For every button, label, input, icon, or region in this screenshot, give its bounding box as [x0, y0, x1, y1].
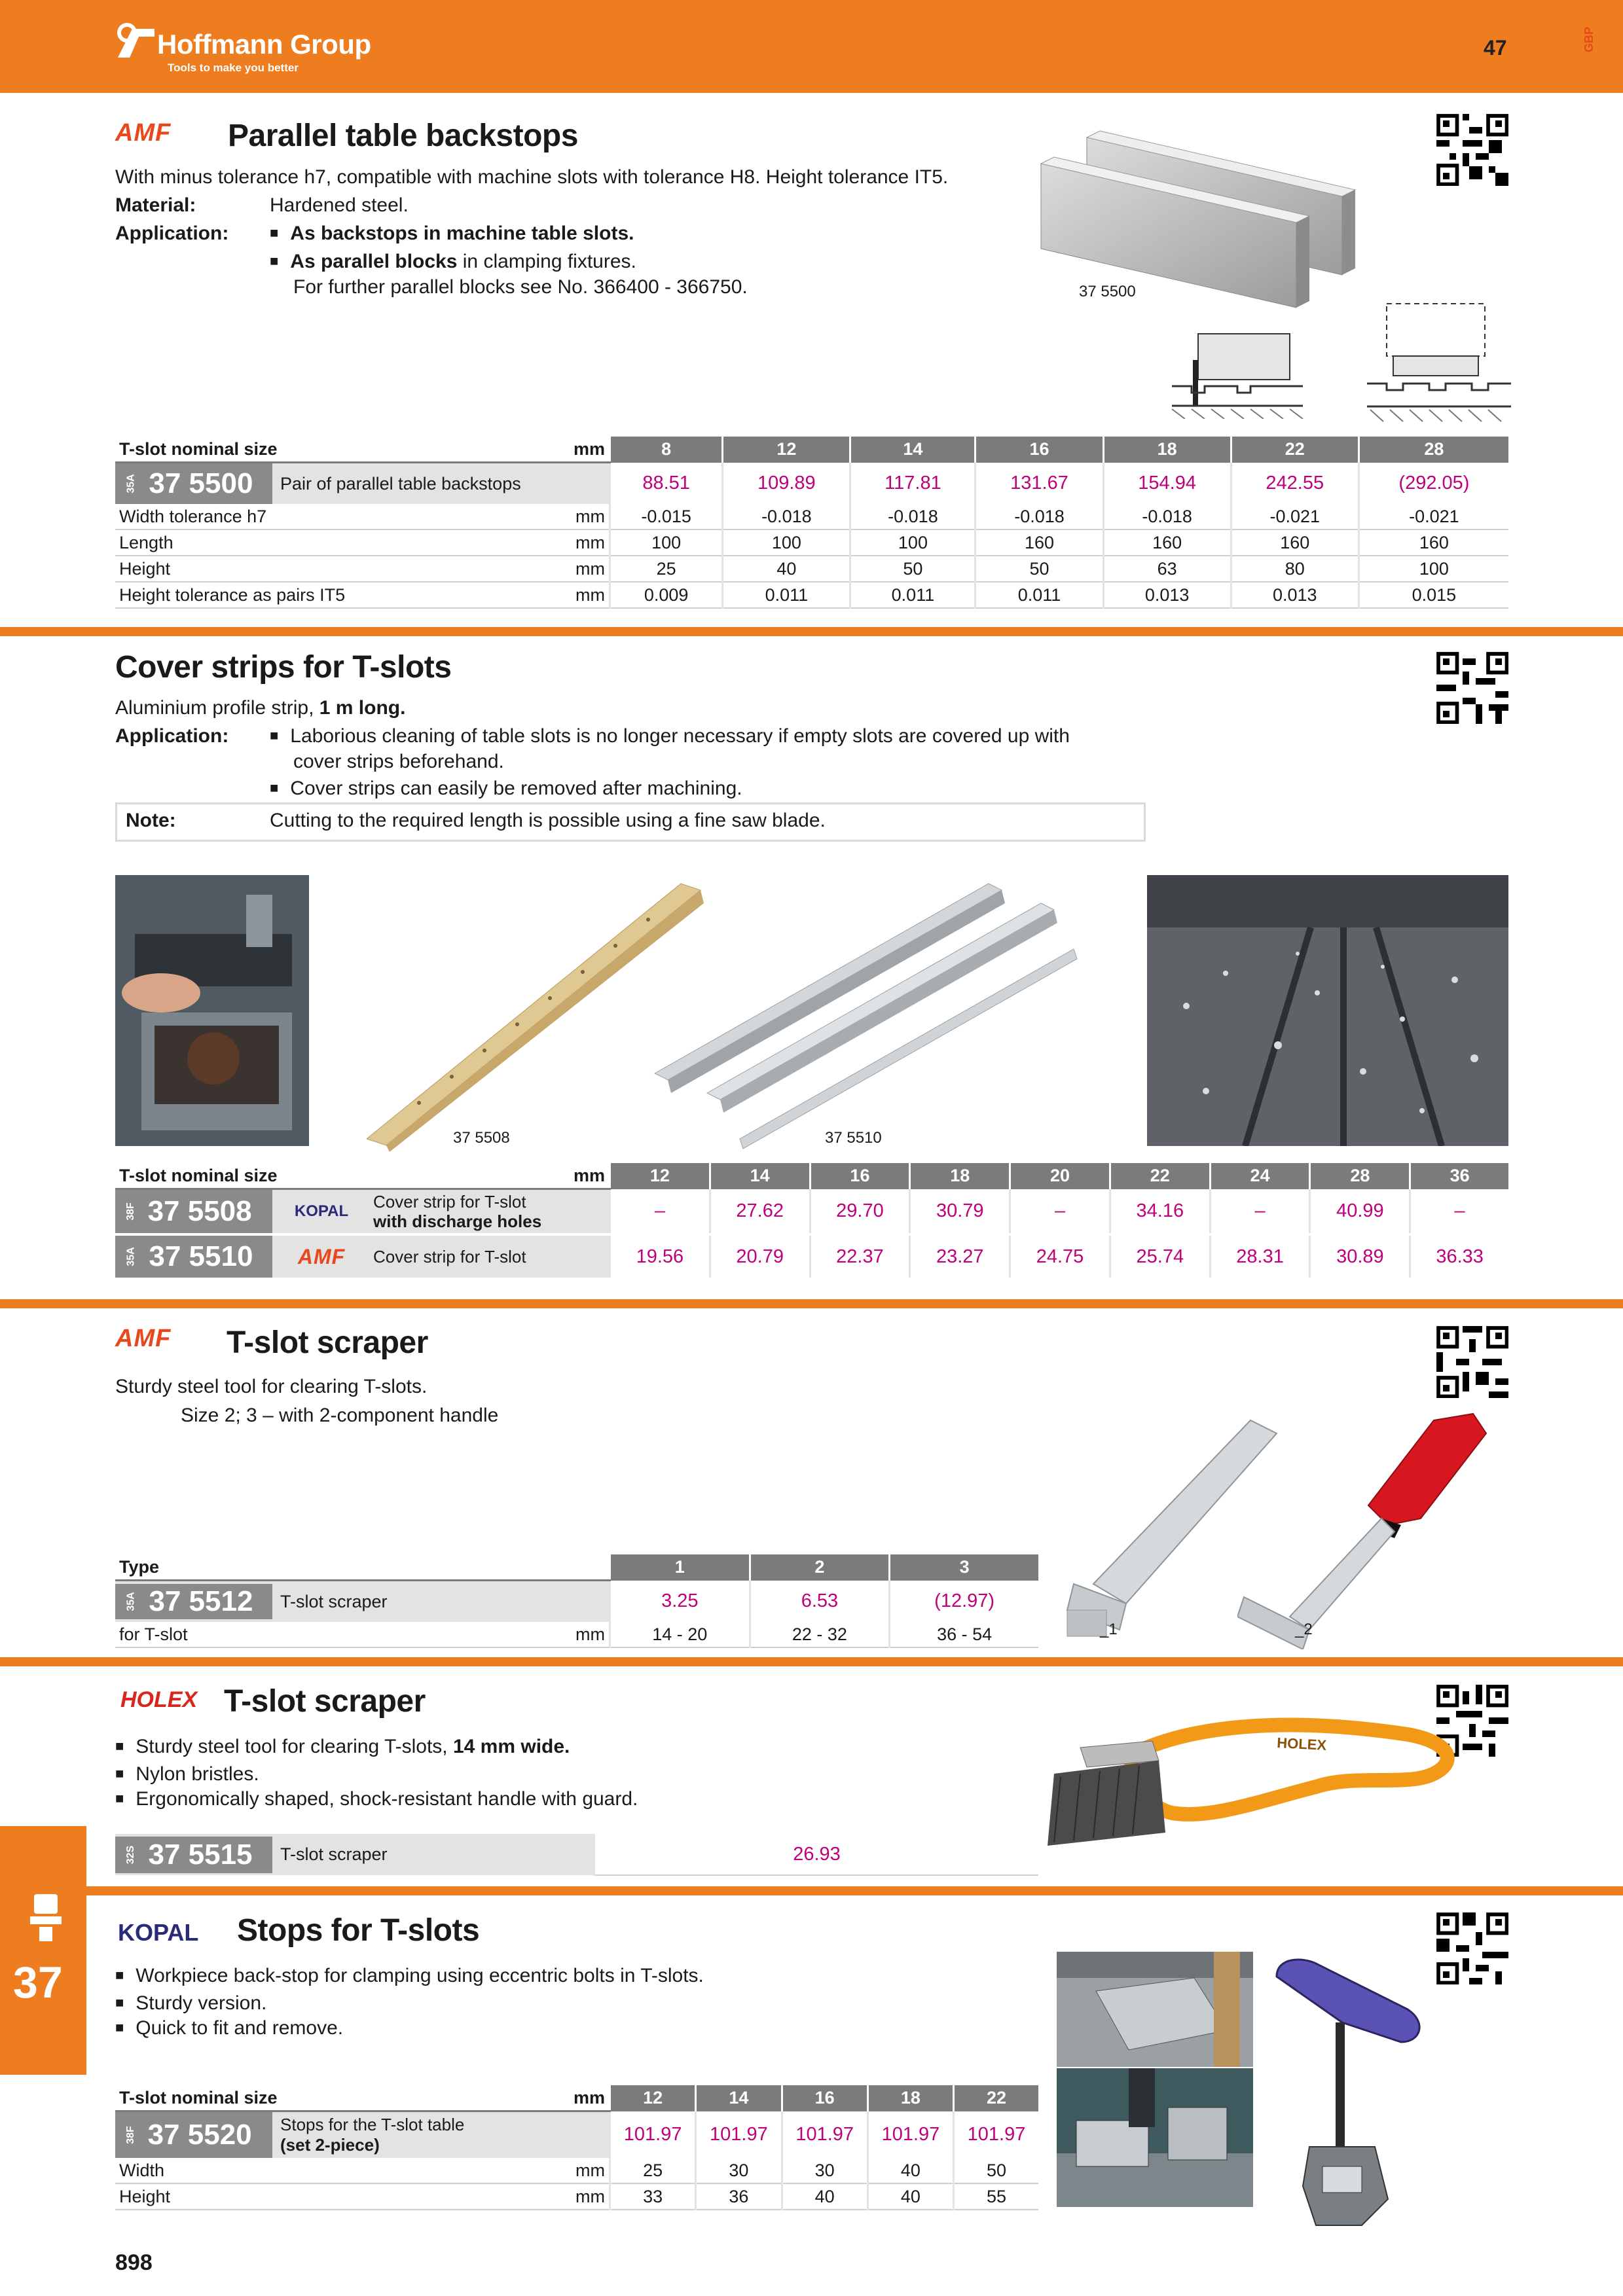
price-cell[interactable]: 101.97	[696, 2111, 782, 2159]
table-cell: -0.021	[1359, 504, 1508, 529]
feature-bullet: ■ Sturdy version.	[115, 1990, 266, 2018]
size-header: 18	[910, 1163, 1010, 1189]
section-divider	[0, 1657, 1623, 1666]
table-cell: 0.013	[1103, 582, 1231, 608]
price-cell[interactable]: 30.79	[910, 1189, 1010, 1235]
table-cell: 0.009	[610, 582, 723, 608]
section2-intro-bold: 1 m long.	[319, 697, 406, 719]
article-number[interactable]	[115, 1837, 272, 1873]
amf-logo: AMF	[297, 1244, 346, 1268]
note-label: Note:	[126, 810, 176, 831]
table-cell: 30	[696, 2158, 782, 2183]
feature-bullet	[115, 1733, 570, 1762]
size-header: 14	[710, 1163, 810, 1189]
price-cell[interactable]: 19.56	[610, 1234, 710, 1278]
table-cell: 50	[954, 2158, 1038, 2183]
article-description: Pair of parallel table backstops	[280, 473, 521, 493]
price-cell[interactable]: 101.97	[610, 2111, 696, 2159]
size-header: 14	[850, 437, 976, 463]
price-cell[interactable]: 30.89	[1310, 1234, 1410, 1278]
table-cell: 36 - 54	[890, 1622, 1038, 1647]
parallel-backstops-table	[115, 437, 1508, 609]
cover-strips-table	[115, 1163, 1508, 1278]
section1-intro: With minus tolerance h7, compatible with machine slots with tolerance H8. Height tolerance IT5.	[115, 166, 949, 188]
article-cell	[115, 2111, 610, 2159]
feature-bullet: ■ Workpiece back-stop for clamping using eccentric bolts in T-slots.	[115, 1962, 704, 1991]
price-cell[interactable]: 88.51	[610, 463, 723, 505]
language-code: GBP	[1582, 26, 1596, 53]
qr-code-icon[interactable]	[1436, 1326, 1508, 1398]
table-header-unit: mm	[450, 437, 610, 463]
article-number[interactable]	[115, 1236, 272, 1278]
price-cell[interactable]: 25.74	[1110, 1234, 1210, 1278]
page-number-top: 47	[1484, 36, 1507, 60]
amf-logo: AMF	[115, 119, 172, 147]
article-description: T-slot scraper	[280, 1591, 388, 1611]
article-number-text: 37 5500	[149, 467, 253, 499]
price-cell[interactable]: 117.81	[850, 463, 976, 505]
price-cell[interactable]: 29.70	[810, 1189, 910, 1235]
article-number-text: 37 5510	[149, 1240, 253, 1272]
table-cell: 40	[782, 2183, 867, 2210]
row-unit: mm	[450, 1622, 610, 1647]
table-cell: 0.011	[976, 582, 1103, 608]
price-cell[interactable]: 34.16	[1110, 1189, 1210, 1235]
article-number-text: 37 5512	[149, 1585, 253, 1617]
article-number[interactable]	[115, 2112, 272, 2158]
size-header: 8	[610, 437, 723, 463]
application-item-text: As parallel blocks	[290, 251, 458, 272]
row-label: Width tolerance h7	[115, 504, 450, 529]
article-prefix: 38F	[124, 1202, 136, 1221]
feature-text: Sturdy steel tool for clearing T-slots,	[136, 1736, 453, 1757]
size-header: 24	[1210, 1163, 1310, 1189]
article-number-text: 37 5508	[147, 1195, 252, 1227]
price-cell[interactable]: 40.99	[1310, 1189, 1410, 1235]
scraper-375515-table	[115, 1834, 1038, 1876]
chapter-number: 37	[13, 1958, 63, 2007]
row-unit: mm	[450, 2183, 610, 2210]
amf-logo: AMF	[115, 1325, 172, 1352]
row-unit: mm	[450, 556, 610, 582]
section4-title: T-slot scraper	[224, 1684, 426, 1719]
article-prefix: 35A	[125, 1247, 137, 1266]
article-number[interactable]	[115, 1584, 272, 1619]
table-cell: -0.018	[976, 504, 1103, 529]
table-cell: 0.011	[723, 582, 850, 608]
row-label: Length	[115, 529, 450, 556]
price-cell[interactable]: 154.94	[1103, 463, 1231, 505]
backstop-drawing-1	[1165, 321, 1309, 419]
price-cell[interactable]: –	[1010, 1189, 1110, 1235]
table-cell: 160	[1103, 529, 1231, 556]
size-header: 12	[610, 2085, 696, 2111]
application-label: Application:	[115, 725, 229, 747]
article-prefix: 35A	[125, 474, 137, 493]
size-header: 22	[954, 2085, 1038, 2111]
article-number[interactable]	[115, 463, 272, 504]
size-header: 16	[782, 2085, 867, 2111]
row-label: for T-slot	[115, 1622, 450, 1647]
table-cell: 25	[610, 2158, 696, 2183]
qr-code-icon[interactable]	[1436, 1912, 1508, 1984]
row-label: Height tolerance as pairs IT5	[115, 582, 450, 608]
section-divider	[0, 1886, 1623, 1895]
article-cell	[115, 463, 610, 505]
table-cell: 36	[696, 2183, 782, 2210]
table-cell: 160	[1231, 529, 1359, 556]
price-cell[interactable]: 109.89	[723, 463, 850, 505]
application-item: ■ Cover strips can easily be removed after machining.	[270, 775, 742, 804]
qr-code-icon[interactable]	[1436, 114, 1508, 186]
table-cell: 40	[867, 2158, 953, 2183]
size-header: 28	[1359, 437, 1508, 463]
t-slot-stop-photo-1	[1057, 1952, 1253, 2067]
image-caption: _1	[1100, 1621, 1118, 1638]
table-cell: 14 - 20	[610, 1622, 750, 1647]
article-prefix: 38F	[124, 2126, 136, 2144]
row-unit: mm	[450, 504, 610, 529]
article-description-line: Cover strip for T-slot	[373, 1192, 526, 1211]
article-description-line: with discharge holes	[373, 1211, 542, 1231]
table-cell: 50	[850, 556, 976, 582]
article-description: T-slot scraper	[280, 1844, 388, 1864]
size-header: 22	[1231, 437, 1359, 463]
chapter-tab[interactable]	[0, 1826, 86, 2075]
article-cell	[115, 1834, 594, 1875]
article-number[interactable]	[115, 1190, 272, 1233]
application-item: ■ Laborious cleaning of table slots is no longer necessary if empty slots are covered up with	[270, 723, 1070, 751]
price-cell[interactable]: 28.31	[1210, 1234, 1310, 1278]
price-cell[interactable]: (12.97)	[890, 1581, 1038, 1623]
table-cell: 100	[610, 529, 723, 556]
table-cell: -0.015	[610, 504, 723, 529]
scraper-with-handle-image	[1237, 1407, 1512, 1649]
application-item	[270, 220, 634, 249]
article-cell	[115, 1234, 610, 1278]
article-prefix: 32S	[125, 1845, 137, 1864]
price-cell[interactable]: –	[610, 1189, 710, 1235]
table-cell: 55	[954, 2183, 1038, 2210]
t-slot-stop-photo-2	[1057, 2068, 1253, 2207]
table-cell: 40	[867, 2183, 953, 2210]
feature-bullet: ■ Quick to fit and remove.	[115, 2015, 343, 2043]
price-cell[interactable]: (292.05)	[1359, 463, 1508, 505]
application-label: Application:	[115, 223, 229, 244]
type-header: 1	[610, 1554, 750, 1581]
price-cell[interactable]: 26.93	[594, 1834, 1039, 1875]
article-number-text: 37 5520	[147, 2119, 252, 2151]
price-cell[interactable]: 22.37	[810, 1234, 910, 1278]
table-cell: 63	[1103, 556, 1231, 582]
table-cell: 100	[723, 529, 850, 556]
size-header: 20	[1010, 1163, 1110, 1189]
size-header: 16	[976, 437, 1103, 463]
feature-bullet: ■ Nylon bristles.	[115, 1761, 259, 1789]
table-cell: 25	[610, 556, 723, 582]
material-value: Hardened steel.	[270, 194, 409, 216]
type-header: 2	[750, 1554, 890, 1581]
backstop-drawing-2	[1367, 298, 1511, 423]
table-cell: -0.018	[723, 504, 850, 529]
size-header: 18	[1103, 437, 1231, 463]
table-cell: 100	[1359, 556, 1508, 582]
price-cell[interactable]: 20.79	[710, 1234, 810, 1278]
table-cell: 30	[782, 2158, 867, 2183]
table-header-unit: mm	[450, 2085, 610, 2111]
table-header-label: T-slot nominal size	[115, 1163, 450, 1189]
row-unit: mm	[450, 529, 610, 556]
row-label: Height	[115, 556, 450, 582]
table-cell: 0.011	[850, 582, 976, 608]
table-cell: 22 - 32	[750, 1622, 890, 1647]
table-cell: 80	[1231, 556, 1359, 582]
row-unit: mm	[450, 2158, 610, 2183]
table-header-spacer	[450, 1554, 610, 1581]
application-item-continued: cover strips beforehand.	[293, 751, 504, 772]
page-number-bottom: 898	[115, 2250, 153, 2275]
price-cell[interactable]: 3.25	[610, 1581, 750, 1623]
qr-code-icon[interactable]	[1436, 652, 1508, 724]
section1-title: Parallel table backstops	[228, 118, 578, 153]
size-header: 16	[810, 1163, 910, 1189]
table-header-label: Type	[115, 1554, 450, 1581]
article-prefix: 35A	[125, 1592, 137, 1611]
table-header-label: T-slot nominal size	[115, 2085, 450, 2111]
row-label: Width	[115, 2158, 450, 2183]
section-divider	[0, 627, 1623, 636]
price-cell[interactable]: –	[1410, 1189, 1508, 1235]
price-cell[interactable]: 23.27	[910, 1234, 1010, 1278]
type-header: 3	[890, 1554, 1038, 1581]
article-description	[272, 2112, 464, 2158]
further-reference: For further parallel blocks see No. 366400 - 366750.	[293, 276, 748, 298]
holex-brush-scraper-image	[1041, 1702, 1512, 1846]
article-description: Cover strip for T-slot	[373, 1246, 526, 1266]
price-cell[interactable]: 27.62	[710, 1189, 810, 1235]
article-description	[371, 1190, 541, 1233]
image-caption: 37 5510	[825, 1129, 882, 1147]
t-slot-stop-tool-image	[1264, 1950, 1447, 2238]
kopal-logo: KOPAL	[294, 1202, 349, 1220]
price-cell[interactable]: 131.67	[976, 463, 1103, 505]
holex-brand-print: HOLEX	[1276, 1734, 1327, 1753]
section3-size-note: Size 2; 3 – with 2-component handle	[181, 1405, 499, 1426]
table-cell: 160	[1359, 529, 1508, 556]
article-description-line: Stops for the T-slot table	[280, 2115, 465, 2134]
size-header: 22	[1110, 1163, 1210, 1189]
table-cell: -0.018	[850, 504, 976, 529]
section2-intro	[115, 694, 405, 722]
section5-title: Stops for T-slots	[237, 1913, 480, 1948]
application-item-text: in clamping fixtures.	[457, 251, 636, 272]
table-cell: 0.013	[1231, 582, 1359, 608]
size-header: 18	[867, 2085, 953, 2111]
article-cell	[115, 1189, 610, 1235]
kopal-logo: KOPAL	[118, 1919, 199, 1946]
table-cell: 50	[976, 556, 1103, 582]
article-description-line: (set 2-piece)	[280, 2135, 380, 2155]
section3-intro: Sturdy steel tool for clearing T-slots.	[115, 1376, 428, 1397]
price-cell[interactable]: 101.97	[782, 2111, 867, 2159]
size-header: 36	[1410, 1163, 1508, 1189]
scraper-375512-table	[115, 1554, 1038, 1648]
t-slot-stops-table	[115, 2085, 1038, 2210]
section3-title: T-slot scraper	[227, 1325, 428, 1360]
price-cell[interactable]: 101.97	[954, 2111, 1038, 2159]
price-cell[interactable]: 36.33	[1410, 1234, 1508, 1278]
section2-title: Cover strips for T-slots	[115, 650, 452, 685]
table-cell: 160	[976, 529, 1103, 556]
table-cell: 33	[610, 2183, 696, 2210]
application-item	[270, 248, 636, 277]
feature-bullet: ■ Ergonomically shaped, shock-resistant handle with guard.	[115, 1785, 638, 1814]
cover-strip-375510-image	[648, 877, 1080, 1152]
brand-name: Hoffmann Group	[157, 29, 371, 60]
table-cell: 100	[850, 529, 976, 556]
price-cell[interactable]: 101.97	[867, 2111, 953, 2159]
section2-intro-text: Aluminium profile strip,	[115, 697, 319, 719]
price-cell[interactable]: 24.75	[1010, 1234, 1110, 1278]
material-label: Material:	[115, 194, 196, 216]
price-cell[interactable]: 242.55	[1231, 463, 1359, 505]
table-cell: -0.018	[1103, 504, 1231, 529]
image-caption: _2	[1295, 1621, 1313, 1638]
application-item-text: As backstops in machine table slots.	[290, 223, 634, 244]
holex-logo: HOLEX	[120, 1687, 198, 1712]
hoffmann-logo-icon	[115, 20, 156, 60]
price-cell[interactable]: 6.53	[750, 1581, 890, 1623]
feature-text-bold: 14 mm wide.	[452, 1736, 570, 1757]
article-number-text: 37 5515	[148, 1838, 253, 1871]
note-text: Cutting to the required length is possible using a fine saw blade.	[270, 810, 826, 831]
image-caption: 37 5500	[1079, 283, 1136, 300]
image-caption: 37 5508	[453, 1129, 510, 1147]
table-cell: 0.015	[1359, 582, 1508, 608]
row-unit: mm	[450, 582, 610, 608]
size-header: 12	[723, 437, 850, 463]
size-header: 14	[696, 2085, 782, 2111]
table-chips-photo	[1147, 875, 1508, 1146]
table-cell: 40	[723, 556, 850, 582]
brand-tagline: Tools to make you better	[168, 62, 299, 74]
article-cell	[115, 1581, 610, 1623]
machine-cleaning-photo	[115, 875, 309, 1146]
row-label: Height	[115, 2183, 450, 2210]
table-cell: -0.021	[1231, 504, 1359, 529]
clamping-chapter-icon	[26, 1892, 65, 1944]
table-header-label: T-slot nominal size	[115, 437, 450, 463]
size-header: 28	[1310, 1163, 1410, 1189]
price-cell[interactable]: –	[1210, 1189, 1310, 1235]
table-header-unit: mm	[450, 1163, 610, 1189]
section-divider	[0, 1299, 1623, 1308]
size-header: 12	[610, 1163, 710, 1189]
